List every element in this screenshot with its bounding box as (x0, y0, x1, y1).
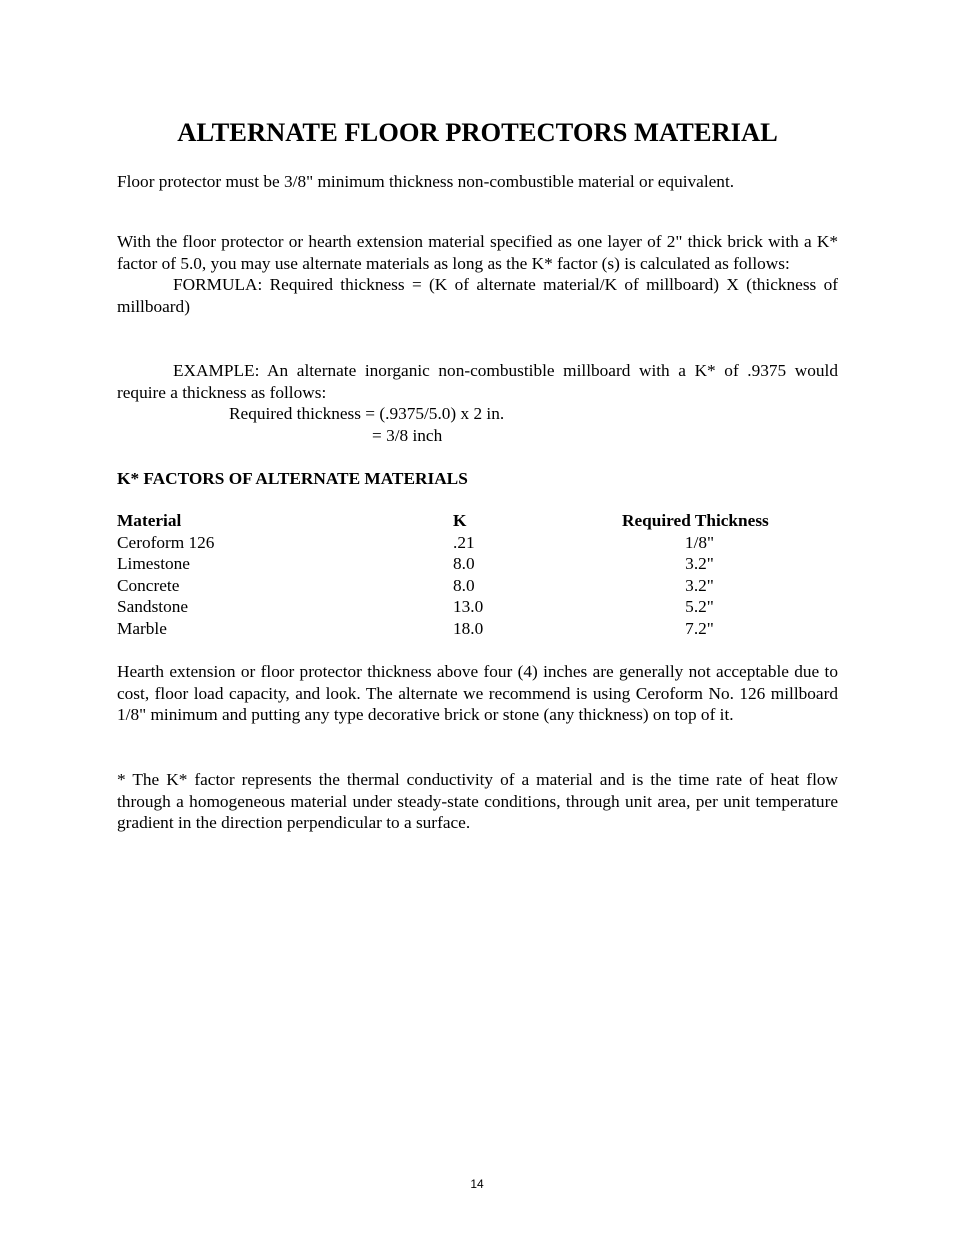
k-cell: 8.0 (453, 554, 475, 573)
example-section (117, 360, 838, 446)
example-calc-line-1: Required thickness = (.9375/5.0) x 2 in. (229, 404, 505, 423)
header-required-thickness: Required Thickness (622, 511, 769, 530)
material-cell: Limestone (117, 554, 190, 573)
material-cell: Sandstone (117, 597, 189, 616)
table-heading: K* FACTORS OF ALTERNATE MATERIALS (117, 469, 468, 488)
material-cell: Marble (117, 618, 167, 638)
table-row (117, 575, 838, 597)
k-cell: .21 (453, 532, 475, 552)
brick-specification-paragraph: With the floor protector or hearth extension material specified as one layer of 2" thick brick with a K* factor of 5.0, you may use alternate materials as long as the K* factor (s) is calculated as follows: (117, 232, 838, 273)
example-calc-line-2: = 3/8 inch (372, 425, 443, 445)
table-row (117, 618, 838, 640)
table-row (117, 596, 838, 618)
thickness-cell: 5.2" (685, 597, 714, 616)
header-material: Material (117, 511, 182, 530)
example-paragraph: EXAMPLE: An alternate inorganic non-combustible millboard with a K* of .9375 would require a thickness as follows: (117, 361, 838, 402)
material-cell: Ceroform 126 (117, 532, 215, 552)
header-k: K (453, 511, 467, 530)
intro-paragraph: Floor protector must be 3/8" minimum thickness non-combustible material or equivalent. (117, 172, 735, 191)
thickness-cell: 3.2" (685, 554, 714, 573)
k-cell: 8.0 (453, 575, 475, 595)
footnote-paragraph: * The K* factor represents the thermal conductivity of a material and is the time rate of heat flow through a homogeneous material under steady-state conditions, through unit area, per unit temperature gradient in the direction perpendicular to a surface. (117, 770, 838, 832)
table-header-row (117, 510, 838, 532)
table-row (117, 553, 838, 575)
page-title: ALTERNATE FLOOR PROTECTORS MATERIAL (177, 117, 778, 147)
table-row (117, 532, 838, 554)
thickness-cell: 7.2" (685, 618, 714, 638)
k-cell: 13.0 (453, 597, 484, 616)
formula-paragraph: FORMULA: Required thickness = (K of alternate material/K of millboard) X (thickness of millboard) (117, 275, 838, 316)
recommendation-paragraph: Hearth extension or floor protector thickness above four (4) inches are generally not acceptable due to cost, floor load capacity, and look. The alternate we recommend is using Ceroform No. 126 millboard 1/8" minimum and putting any type decorative brick or stone (any thickness) on top of it. (117, 662, 838, 724)
thickness-cell: 1/8" (684, 532, 715, 552)
material-cell: Concrete (117, 575, 180, 595)
thickness-cell: 3.2" (685, 575, 714, 595)
page-number: 14 (470, 1177, 484, 1191)
brick-specification-section (117, 231, 838, 317)
k-cell: 18.0 (453, 618, 484, 638)
k-factors-table (117, 510, 838, 639)
